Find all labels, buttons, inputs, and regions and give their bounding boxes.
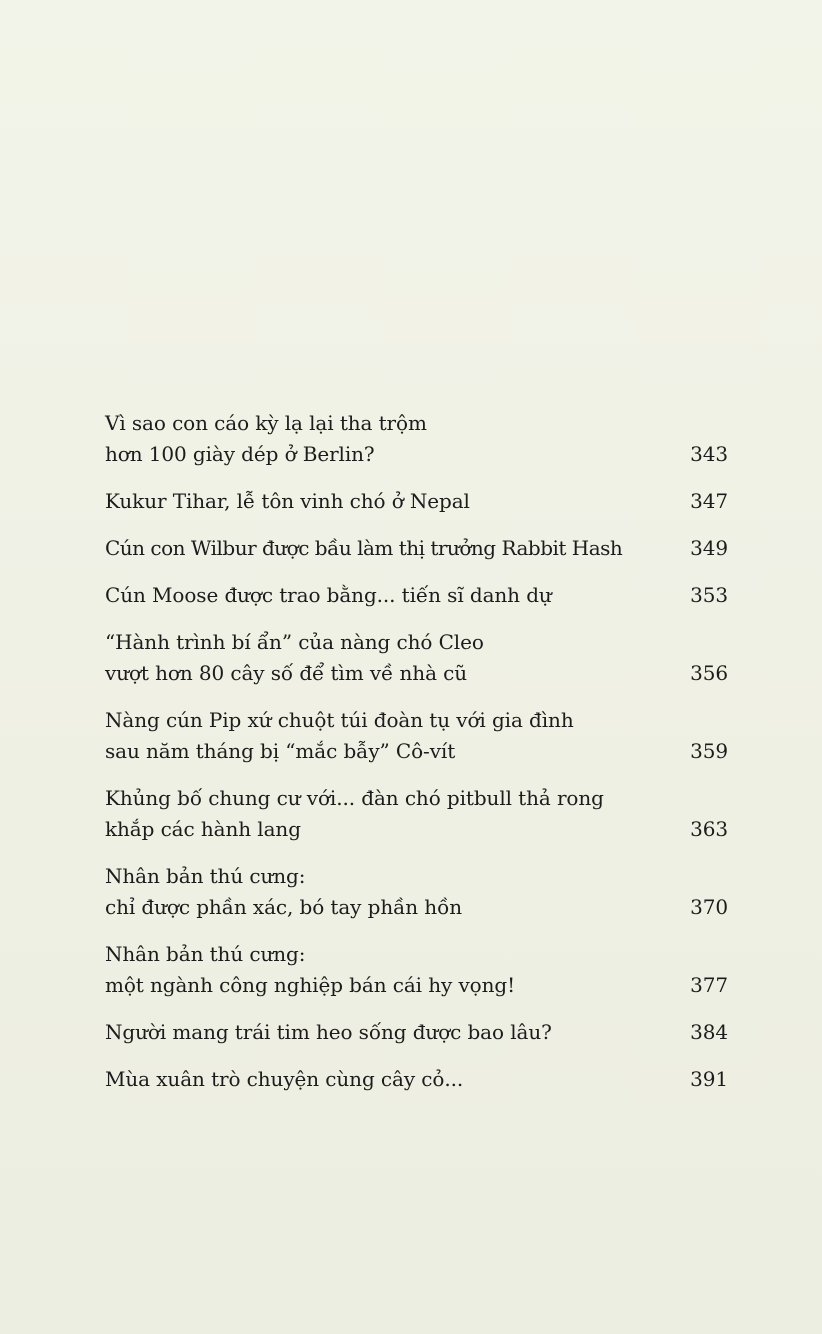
toc-entry <box>105 627 730 689</box>
toc-entry <box>105 486 730 517</box>
toc-entry <box>105 861 730 923</box>
toc-entry-title-line: Mùa xuân trò chuyện cùng cây cỏ... <box>105 1067 464 1091</box>
toc-entry-title-line: vượt hơn 80 cây số để tìm về nhà cũ <box>105 661 468 685</box>
toc-entry-title-line: Nàng cún Pip xứ chuột túi đoàn tụ với gia đình <box>105 708 574 732</box>
toc-entry-title-line: hơn 100 giày dép ở Berlin? <box>105 442 375 466</box>
toc-entry-page-number: 356 <box>690 661 728 685</box>
toc-entry-page-number: 370 <box>690 895 728 919</box>
toc-entry <box>105 705 730 767</box>
toc-entry-title-line: khắp các hành lang <box>105 817 301 841</box>
toc-entry-title-line: Cún Moose được trao bằng... tiến sĩ danh dự <box>105 583 552 607</box>
toc-entry <box>105 1064 730 1095</box>
toc-entry-title-line: Khủng bố chung cư với... đàn chó pitbull thả rong <box>105 786 604 810</box>
toc-entry <box>105 1017 730 1048</box>
toc-entry-title-line: Kukur Tihar, lễ tôn vinh chó ở Nepal <box>105 489 470 513</box>
toc-entry-page-number: 349 <box>690 536 728 560</box>
toc-entry-title-line: Nhân bản thú cưng: <box>105 864 306 888</box>
toc-entry-page-number: 359 <box>690 739 728 763</box>
toc-entry-title-line: một ngành công nghiệp bán cái hy vọng! <box>105 973 516 997</box>
toc-entry-title-line: Cún con Wilbur được bầu làm thị trưởng Rabbit Hash <box>105 536 623 560</box>
toc-entry-page-number: 353 <box>690 583 728 607</box>
toc-entry-page-number: 343 <box>690 442 728 466</box>
table-of-contents <box>105 408 730 1111</box>
toc-entry-page-number: 391 <box>690 1067 728 1091</box>
toc-entry <box>105 408 730 470</box>
toc-entry-page-number: 363 <box>690 817 728 841</box>
toc-entry-page-number: 377 <box>690 973 728 997</box>
toc-entry-title-line: Vì sao con cáo kỳ lạ lại tha trộm <box>105 411 427 435</box>
toc-entry <box>105 580 730 611</box>
toc-entry-title-line: Người mang trái tim heo sống được bao lâu? <box>105 1020 552 1044</box>
toc-entry <box>105 533 730 564</box>
toc-entry-title-line: chỉ được phần xác, bó tay phần hồn <box>105 895 463 919</box>
toc-entry-title-line: sau năm tháng bị “mắc bẫy” Cô-vít <box>105 739 456 763</box>
toc-entry-page-number: 347 <box>690 489 728 513</box>
toc-entry <box>105 783 730 845</box>
toc-entry-title-line: Nhân bản thú cưng: <box>105 942 306 966</box>
toc-entry <box>105 939 730 1001</box>
toc-entry-page-number: 384 <box>690 1020 728 1044</box>
toc-entry-title-line: “Hành trình bí ẩn” của nàng chó Cleo <box>105 630 484 654</box>
